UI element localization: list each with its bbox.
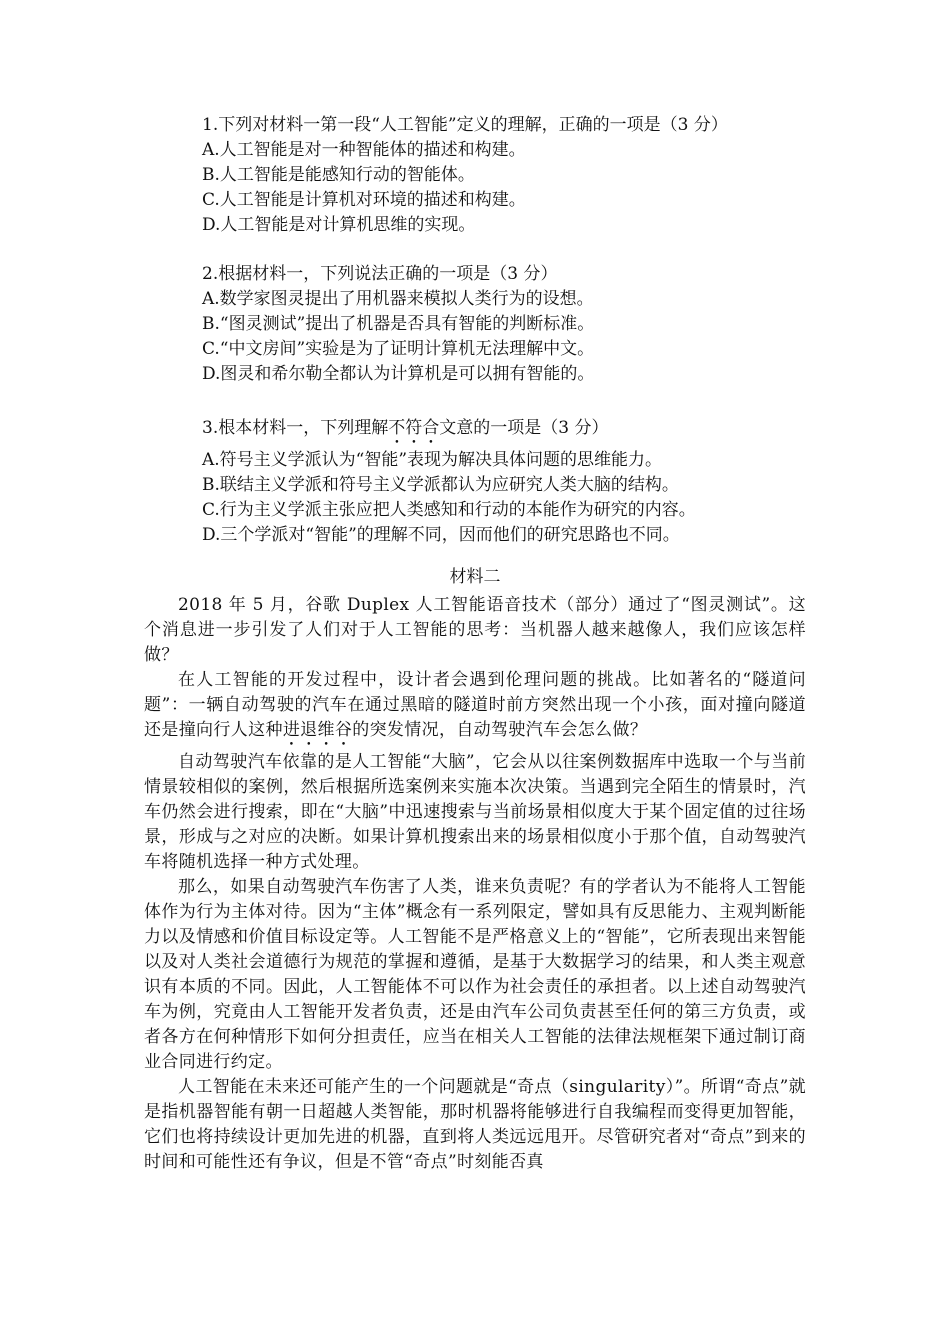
question-3-stem [144, 412, 806, 448]
question-3-stem-emphasis: 不符合 [388, 418, 440, 438]
paragraph-2-end: 的突发情况，自动驾驶汽车会怎么做？ [352, 720, 648, 740]
question-1-option-a: A.人工智能是对一种智能体的描述和构建。 [202, 140, 526, 160]
question-2-stem: 2.根据材料一，下列说法正确的一项是（3 分） [202, 264, 558, 284]
paragraph-2 [144, 668, 806, 750]
question-3 [144, 412, 806, 548]
question-3-stem-end: 文意的一项是（3 分） [439, 418, 609, 438]
question-3-option-d: D.三个学派对“智能”的理解不同，因而他们的研究思路也不同。 [202, 525, 680, 545]
question-3-option-a: A.符号主义学派认为“智能”表现为解决具体问题的思维能力。 [202, 450, 663, 470]
question-2-option-a: A.数学家图灵提出了用机器来模拟人类行为的设想。 [202, 289, 594, 309]
question-3-stem-start: 3.根本材料一，下列理解 [202, 418, 389, 438]
question-2 [144, 262, 806, 387]
question-1-option-d: D.人工智能是对计算机思维的实现。 [202, 215, 476, 235]
question-1-stem: 1.下列对材料一第一段“人工智能”定义的理解，正确的一项是（3 分） [202, 115, 728, 135]
material-title: 材料二 [449, 567, 501, 587]
question-2-option-d: D.图灵和希尔勒全都认为计算机是可以拥有智能的。 [202, 364, 595, 384]
paragraph-4: 那么，如果自动驾驶汽车伤害了人类，谁来负责呢？有的学者认为不能将人工智能体作为行为主体对待。因为“主体”概念有一系列限定，譬如具有反思能力、主观判断能力以及情感和价值目标设定等。人工智能不是严格意义上的“智能”，它所表现出来智能以及对人类社会道德行为规范的掌握和遵循，是基于大数据学习的结果，和人类主观意识有本质的不同。因此，人工智能体不可以作为社会责任的承担者。以上述自动驾驶汽车为例，究竟由人工智能开发者负责，还是由汽车公司负责甚至任何的第三方负责，或者各方在何种情形下如何分担责任，应当在相关人工智能的法律法规框架下通过制订商业合同进行约定。 [144, 877, 806, 1072]
question-2-option-c: C.“中文房间”实验是为了证明计算机无法理解中文。 [202, 339, 595, 359]
question-3-option-b: B.联结主义学派和符号主义学派都认为应研究人类大脑的结构。 [202, 475, 679, 495]
question-3-option-c: C.行为主义学派主张应把人类感知和行动的本能作为研究的内容。 [202, 500, 696, 520]
question-1-option-b: B.人工智能是能感知行动的智能体。 [202, 165, 475, 185]
paragraph-1: 2018 年 5 月，谷歌 Duplex 人工智能语音技术（部分）通过了“图灵测试”。这个消息进一步引发了人们对于人工智能的思考：当机器人越来越像人，我们应该怎样做？ [144, 595, 806, 665]
question-2-option-b: B.“图灵测试”提出了机器是否具有智能的判断标准。 [202, 314, 595, 334]
paragraph-5: 人工智能在未来还可能产生的一个问题就是“奇点（singularity）”。所谓“奇点”就是指机器智能有朝一日超越人类智能，那时机器将能够进行自我编程而变得更加智能，它们也将持续设计更加先进的机器，直到将人类远远甩开。尽管研究者对“奇点”到来的时间和可能性还有争议，但是不管“奇点”时刻能否真 [144, 1077, 806, 1172]
question-1-option-c: C.人工智能是计算机对环境的描述和构建。 [202, 190, 526, 210]
paragraph-3: 自动驾驶汽车依靠的是人工智能“大脑”，它会从以往案例数据库中选取一个与当前情景较相似的案例，然后根据所选案例来实施本次决策。当遇到完全陌生的情景时，汽车仍然会进行搜索，即在“大脑”中迅速搜索与当前场景相似度大于某个固定值的过往场景，形成与之对应的决断。如果计算机搜索出来的场景相似度小于那个值，自动驾驶汽车将随机选择一种方式处理。 [144, 752, 806, 872]
paragraph-2-start: 在人工智能的开发过程中，设计者会遇到伦理问题的挑战。比如著名的“隧道问题”：一辆自动驾驶的汽车在通过黑暗的隧道时前方突然出现一个小孩，面对撞向隧道还是撞向行人这种 [144, 670, 806, 740]
question-1 [144, 113, 806, 238]
paragraph-2-emphasis: 进退维谷 [282, 720, 353, 740]
material-body [144, 593, 806, 1175]
